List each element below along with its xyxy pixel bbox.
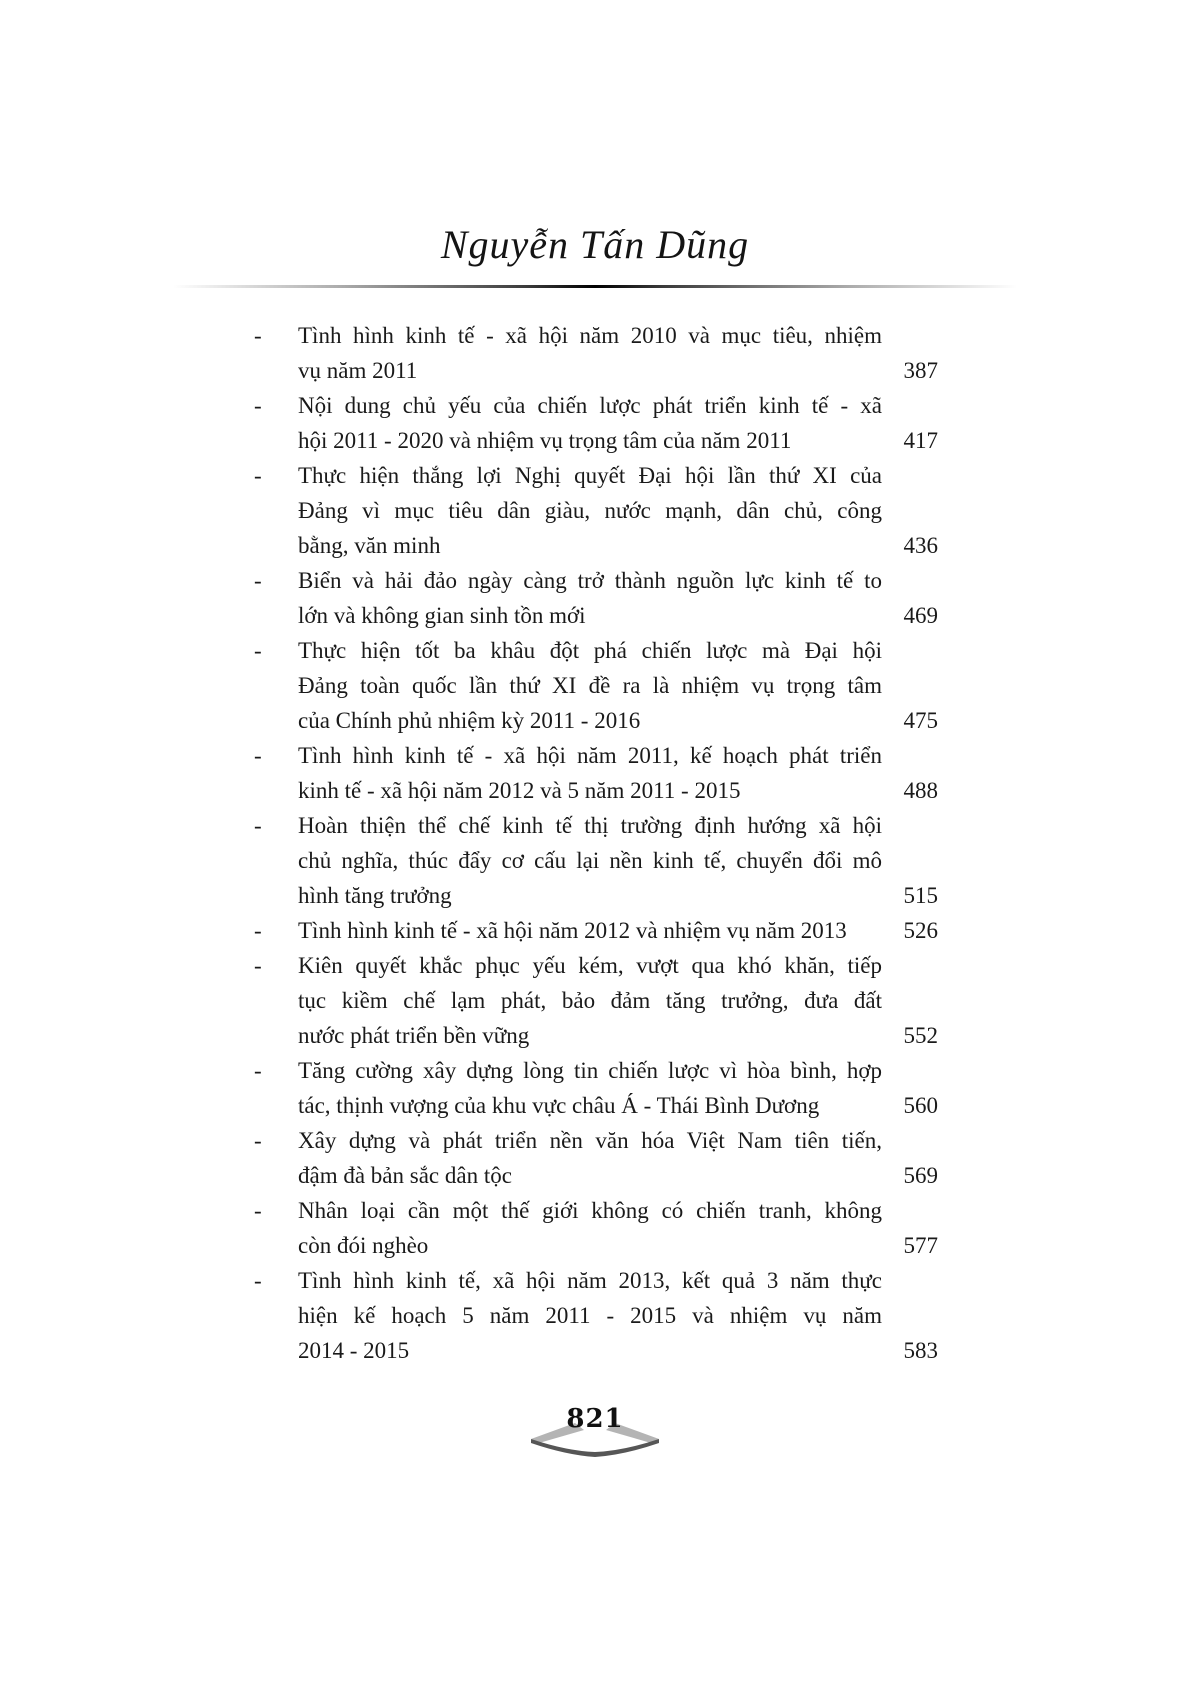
toc-entry-text (298, 1263, 882, 1368)
toc-entry (254, 948, 938, 1053)
toc-entry-line: Thực hiện thắng lợi Nghị quyết Đại hội lần thứ XI của (298, 463, 882, 488)
toc-entry-line: kinh tế - xã hội năm 2012 và 5 năm 2011 - 2015 (298, 778, 741, 803)
toc-page-number: 552 (903, 1023, 938, 1048)
toc-entry-line: Kiên quyết khắc phục yếu kém, vượt qua khó khăn, tiếp (298, 953, 882, 978)
toc-entry (254, 563, 938, 633)
toc-entry (254, 458, 938, 563)
toc-page-number: 577 (903, 1233, 938, 1258)
toc-page-number: 569 (903, 1163, 938, 1188)
bullet-dash: - (254, 1198, 262, 1223)
bullet-dash: - (254, 953, 262, 978)
toc-entry-line: Đảng vì mục tiêu dân giàu, nước mạnh, dân chủ, công (298, 498, 882, 523)
toc-entry-line: Đảng toàn quốc lần thứ XI đề ra là nhiệm vụ trọng tâm (298, 673, 882, 698)
bullet-dash: - (254, 1128, 262, 1153)
toc-entry-line: Thực hiện tốt ba khâu đột phá chiến lược mà Đại hội (298, 638, 882, 663)
toc-entry-line: Nhân loại cần một thế giới không có chiến tranh, không (298, 1198, 882, 1223)
toc-entry (254, 1263, 938, 1368)
toc-entry-text (298, 808, 882, 913)
toc-entry-line: Xây dựng và phát triển nền văn hóa Việt Nam tiên tiến, (298, 1128, 882, 1153)
toc-entry (254, 1053, 938, 1123)
toc-entry (254, 318, 938, 388)
toc-entry (254, 388, 938, 458)
bullet-dash: - (254, 463, 262, 488)
footer-page-number: 821 (566, 1404, 624, 1434)
toc-entry-line: Tình hình kinh tế - xã hội năm 2011, kế hoạch phát triển (298, 743, 882, 768)
bullet-dash: - (254, 813, 262, 838)
toc-entry (254, 808, 938, 913)
toc-entry-line: lớn và không gian sinh tồn mới (298, 603, 586, 628)
toc-entry-text (298, 738, 882, 808)
toc-entry-text (298, 913, 882, 948)
author-title: Nguyễn Tấn Dũng (440, 222, 750, 267)
toc-page-number: 560 (903, 1093, 938, 1118)
toc-entry-line: hình tăng trưởng (298, 883, 452, 908)
bullet-dash: - (254, 743, 262, 768)
toc-entry-line: vụ năm 2011 (298, 358, 418, 383)
toc-entry-line: Biển và hải đảo ngày càng trở thành nguồn lực kinh tế to (298, 568, 882, 593)
toc-entry-line: Tình hình kinh tế - xã hội năm 2010 và mục tiêu, nhiệm (298, 323, 882, 348)
toc-page-number: 488 (903, 778, 938, 803)
toc-entry-text (298, 633, 882, 738)
toc-entry-line: 2014 - 2015 (298, 1338, 410, 1363)
toc-entry-text (298, 1123, 882, 1193)
toc-page-number: 436 (903, 533, 938, 558)
toc-entry-text (298, 948, 882, 1053)
page-footer (0, 1406, 1190, 1459)
bullet-dash: - (254, 568, 262, 593)
toc-entry-line: nước phát triển bền vững (298, 1023, 530, 1048)
toc-entry-line: của Chính phủ nhiệm kỳ 2011 - 2016 (298, 708, 641, 733)
toc-page-number: 387 (903, 358, 938, 383)
bullet-dash: - (254, 393, 262, 418)
toc-list (254, 318, 938, 1368)
toc-entry (254, 1193, 938, 1263)
header-divider (173, 285, 1017, 288)
toc-entry-line: chủ nghĩa, thúc đẩy cơ cấu lại nền kinh tế, chuyển đổi mô (298, 848, 882, 873)
toc-entry-line: Tăng cường xây dựng lòng tin chiến lược vì hòa bình, hợp (298, 1058, 882, 1083)
toc-page-number: 515 (903, 883, 938, 908)
bullet-dash: - (254, 638, 262, 663)
toc-entry-line: tác, thịnh vượng của khu vực châu Á - Thái Bình Dương (298, 1093, 820, 1118)
toc-entry-line: hiện kế hoạch 5 năm 2011 - 2015 và nhiệm vụ năm (298, 1303, 882, 1328)
toc-entry-line: còn đói nghèo (298, 1233, 429, 1258)
toc-entry-line: Tình hình kinh tế - xã hội năm 2012 và nhiệm vụ năm 2013 (298, 918, 847, 943)
toc-entry-line: Nội dung chủ yếu của chiến lược phát triển kinh tế - xã (298, 393, 882, 418)
toc-entry (254, 913, 938, 948)
toc-entry (254, 738, 938, 808)
toc-page-number: 469 (903, 603, 938, 628)
toc-entry-line: tục kiềm chế lạm phát, bảo đảm tăng trưởng, đưa đất (298, 988, 882, 1013)
toc-entry-text (298, 1193, 882, 1263)
toc-page-number: 526 (903, 918, 938, 943)
toc-entry (254, 1123, 938, 1193)
toc-page-number: 583 (903, 1338, 938, 1363)
toc-entry-line: đậm đà bản sắc dân tộc (298, 1163, 512, 1188)
book-cover-swoosh (531, 1439, 659, 1457)
toc-entry-text (298, 1053, 882, 1123)
bullet-dash: - (254, 1268, 262, 1293)
toc-entry-text (298, 388, 882, 458)
toc-entry-text (298, 563, 882, 633)
bullet-dash: - (254, 323, 262, 348)
toc-entry-line: bằng, văn minh (298, 533, 441, 558)
toc-entry-line: Hoàn thiện thể chế kinh tế thị trường định hướng xã hội (298, 813, 882, 838)
bullet-dash: - (254, 1058, 262, 1083)
toc-page-number: 475 (903, 708, 938, 733)
toc-entry-text (298, 318, 882, 388)
toc-page-number: 417 (903, 428, 938, 453)
toc-entry-line: Tình hình kinh tế, xã hội năm 2013, kết quả 3 năm thực (298, 1268, 882, 1293)
toc-entry-line: hội 2011 - 2020 và nhiệm vụ trọng tâm của năm 2011 (298, 428, 792, 453)
toc-entry-text (298, 458, 882, 563)
toc-entry (254, 633, 938, 738)
bullet-dash: - (254, 918, 262, 943)
